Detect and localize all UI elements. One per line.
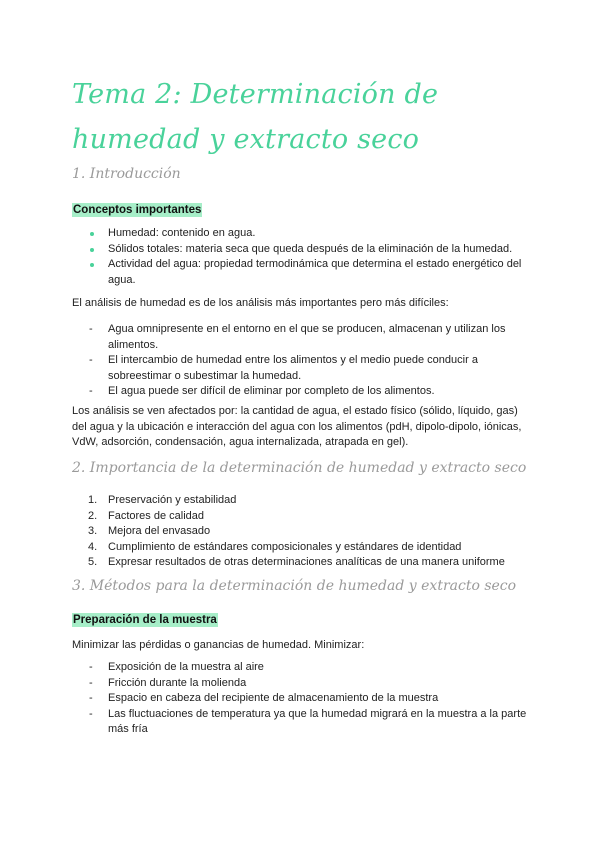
importance-numbered-list <box>88 493 534 571</box>
dash-marker: - <box>89 692 93 704</box>
list-item-text: Preservación y estabilidad <box>108 494 237 506</box>
list-item-text: Espacio en cabeza del recipiente de almacenamiento de la muestra <box>108 692 439 704</box>
list-item <box>88 540 534 556</box>
list-item <box>88 524 534 540</box>
list-item <box>88 353 534 384</box>
dash-marker: - <box>89 676 93 689</box>
list-item: Sólidos totales: materia seca que queda después de la eliminación de la humedad. <box>88 242 534 258</box>
list-item <box>88 322 534 353</box>
list-number: 2. <box>88 509 98 522</box>
list-item-text: Las fluctuaciones de temperatura ya que la humedad migrará en la muestra a la parte más fría <box>108 707 527 735</box>
list-item-text: Expresar resultados de otras determinaciones analíticas de una manera uniforme <box>108 556 505 568</box>
list-item-text: Factores de calidad <box>108 509 204 522</box>
dash-marker: - <box>89 385 93 397</box>
list-item: Humedad: contenido en agua. <box>88 226 534 242</box>
list-item <box>88 707 534 738</box>
paragraph-minimizar: Minimizar las pérdidas o ganancias de humedad. Minimizar: <box>72 639 365 651</box>
list-item <box>88 660 534 676</box>
section-heading-introduccion: 1. Introducción <box>72 166 181 182</box>
list-item-text: El intercambio de humedad entre los alimentos y el medio puede conducir a sobreestimar o subestimar la humedad. <box>108 354 478 382</box>
list-item-text: Agua omnipresente en el entorno en el que se producen, almacenan y utilizan los alimentos. <box>108 323 506 351</box>
highlight-label: Conceptos importantes <box>73 204 202 216</box>
minimize-dash-list <box>88 660 534 738</box>
list-item-text: Fricción durante la molienda <box>108 676 247 689</box>
list-item-text: Exposición de la muestra al aire <box>108 661 264 673</box>
dash-marker: - <box>89 661 93 673</box>
section-heading-metodos: 3. Métodos para la determinación de humedad y extracto seco <box>72 578 517 594</box>
paragraph-analisis-afectados: Los análisis se ven afectados por: la cantidad de agua, el estado físico (sólido, líquido, gas) del agua y la ubicación e interacción del agua con los alimentos (pdH, dipolo-dipolo, iónicas, VdW, adsorción, condensación, agua internalizada, atrapada en gel). <box>72 405 522 448</box>
list-item <box>88 384 534 400</box>
list-item-text: Cumplimiento de estándares composicionales y estándares de identidad <box>108 540 462 553</box>
dash-marker: - <box>89 707 93 720</box>
list-item-text: Mejora del envasado <box>108 525 211 537</box>
difficulties-dash-list <box>88 322 534 400</box>
list-item <box>88 555 534 571</box>
highlight-label: Preparación de la muestra <box>73 614 217 626</box>
list-item-text: El agua puede ser difícil de eliminar por completo de los alimentos. <box>108 385 435 397</box>
document-title: Tema 2: Determinación de humedad y extracto seco <box>72 79 439 155</box>
dash-marker: - <box>89 354 93 366</box>
list-number: 5. <box>88 556 98 568</box>
list-item <box>88 493 534 509</box>
list-number: 4. <box>88 540 98 553</box>
highlight-conceptos-importantes <box>72 204 202 216</box>
list-item: Actividad del agua: propiedad termodinámica que determina el estado energético del agua. <box>88 257 534 288</box>
concepts-bullet-list <box>88 226 534 288</box>
section-heading-importancia: 2. Importancia de la determinación de humedad y extracto seco <box>72 460 527 476</box>
list-number: 1. <box>88 494 98 506</box>
dash-marker: - <box>89 323 93 335</box>
list-item <box>88 691 534 707</box>
paragraph-analisis-humedad: El análisis de humedad es de los análisis más importantes pero más difíciles: <box>72 297 449 309</box>
list-number: 3. <box>88 525 98 537</box>
highlight-preparacion-muestra <box>72 614 218 626</box>
list-item <box>88 676 534 692</box>
list-item <box>88 509 534 525</box>
